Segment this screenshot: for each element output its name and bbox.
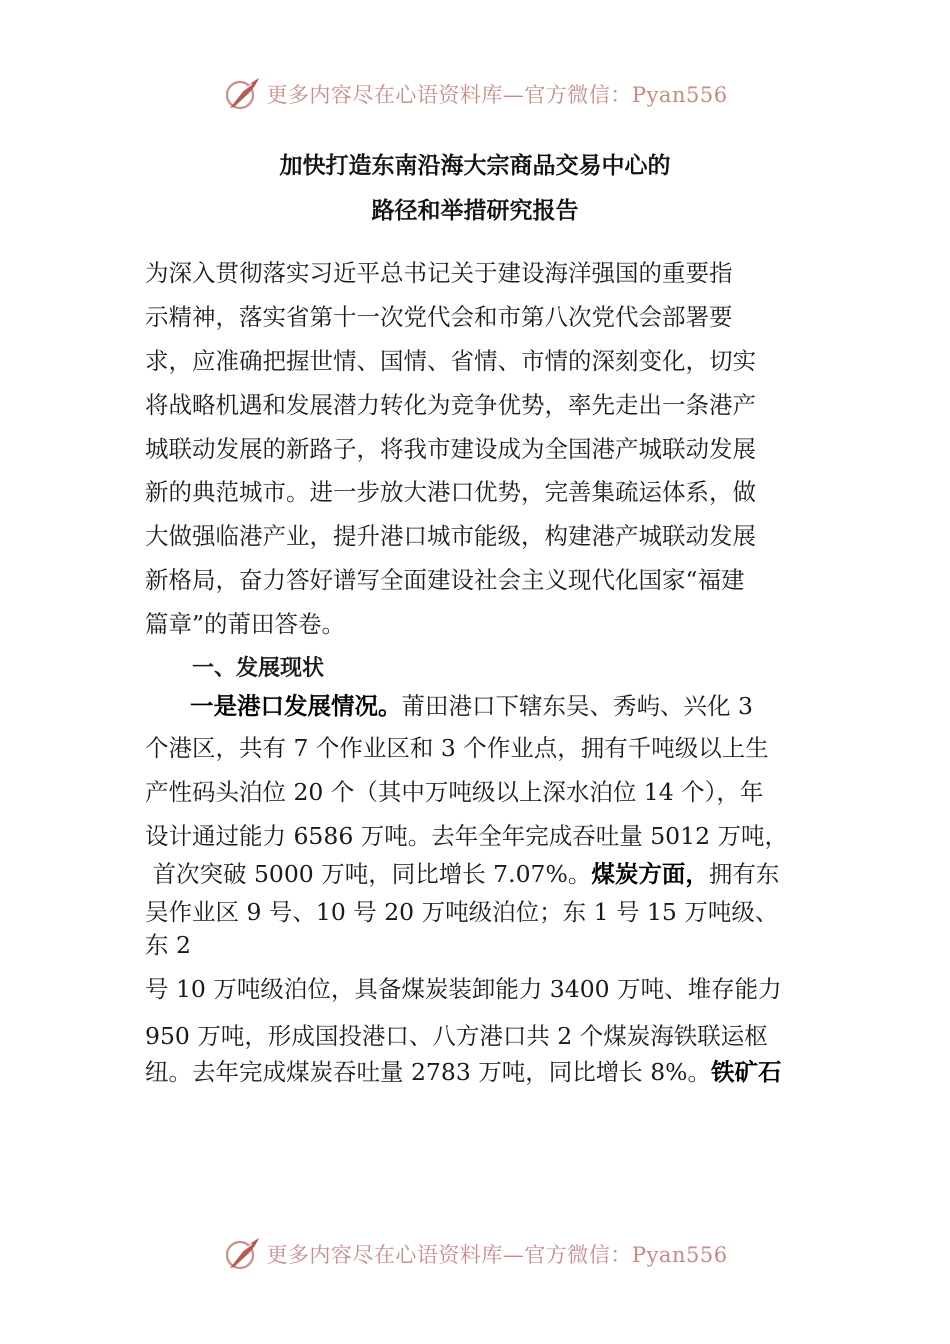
body-text: 拥有东: [708, 860, 780, 888]
body-line: 个港区，共有 7 个作业区和 3 个作业点，拥有千吨级以上生: [145, 734, 769, 762]
intro-line: 为深入贯彻落实习近平总书记关于建设海洋强国的重要指: [145, 259, 733, 287]
bold-lead: 煤炭方面，: [591, 860, 709, 888]
intro-line: 篇章”的莆田答卷。: [145, 610, 346, 638]
body-line: 950 万吨，形成国投港口、八方港口共 2 个煤炭海铁联运枢: [145, 1022, 768, 1050]
pen-feather-logo-icon: [222, 74, 262, 114]
body-line: 号 10 万吨级泊位，具备煤炭装卸能力 3400 万吨、堆存能力: [145, 975, 782, 1003]
intro-line: 示精神，落实省第十一次党代会和市第八次党代会部署要: [145, 303, 733, 331]
intro-line: 新格局，奋力答好谱写全面建设社会主义现代化国家“福建: [145, 566, 745, 594]
body-line: [145, 855, 779, 889]
body-text: 首次突破 5000 万吨，同比增长 7.07%。: [145, 860, 592, 888]
pen-feather-logo-icon: [222, 1234, 262, 1274]
document-title-line-1: 加快打造东南沿海大宗商品交易中心的: [279, 153, 671, 179]
header-watermark: [0, 72, 950, 116]
bold-lead: 铁矿石: [711, 1058, 782, 1086]
intro-line: 求，应准确把握世情、国情、省情、市情的深刻变化，切实: [145, 347, 756, 375]
body-line: 产性码头泊位 20 个（其中万吨级以上深水泊位 14 个），年: [145, 778, 764, 806]
body-line: 东 2: [145, 931, 191, 959]
watermark-text: 更多内容尽在心语资料库—官方微信：Pyan556: [266, 1243, 728, 1267]
bold-lead: 一是港口发展情况。: [190, 692, 402, 720]
watermark-text: 更多内容尽在心语资料库—官方微信：Pyan556: [266, 83, 728, 107]
intro-line: 城联动发展的新路子，将我市建设成为全国港产城联动发展: [145, 435, 756, 463]
intro-line: 大做强临港产业，提升港口城市能级，构建港产城联动发展: [145, 522, 756, 550]
body-line: 吴作业区 9 号、10 号 20 万吨级泊位；东 1 号 15 万吨级、: [145, 898, 779, 926]
body-text: 莆田港口下辖东吴、秀屿、兴化 3: [401, 692, 753, 720]
section-heading: 一、发展现状: [192, 656, 325, 681]
footer-watermark: [0, 1232, 950, 1276]
body-text: 纽。去年完成煤炭吞吐量 2783 万吨，同比增长 8%。: [145, 1058, 711, 1086]
body-line: [190, 687, 753, 721]
intro-line: 新的典范城市。进一步放大港口优势，完善集疏运体系，做: [145, 478, 756, 506]
body-line: [145, 1053, 782, 1087]
body-line: 设计通过能力 6586 万吨。去年全年完成吞吐量 5012 万吨，: [145, 822, 788, 850]
intro-line: 将战略机遇和发展潜力转化为竞争优势，率先走出一条港产: [145, 391, 756, 419]
document-title-line-2: 路径和举措研究报告: [371, 198, 579, 224]
